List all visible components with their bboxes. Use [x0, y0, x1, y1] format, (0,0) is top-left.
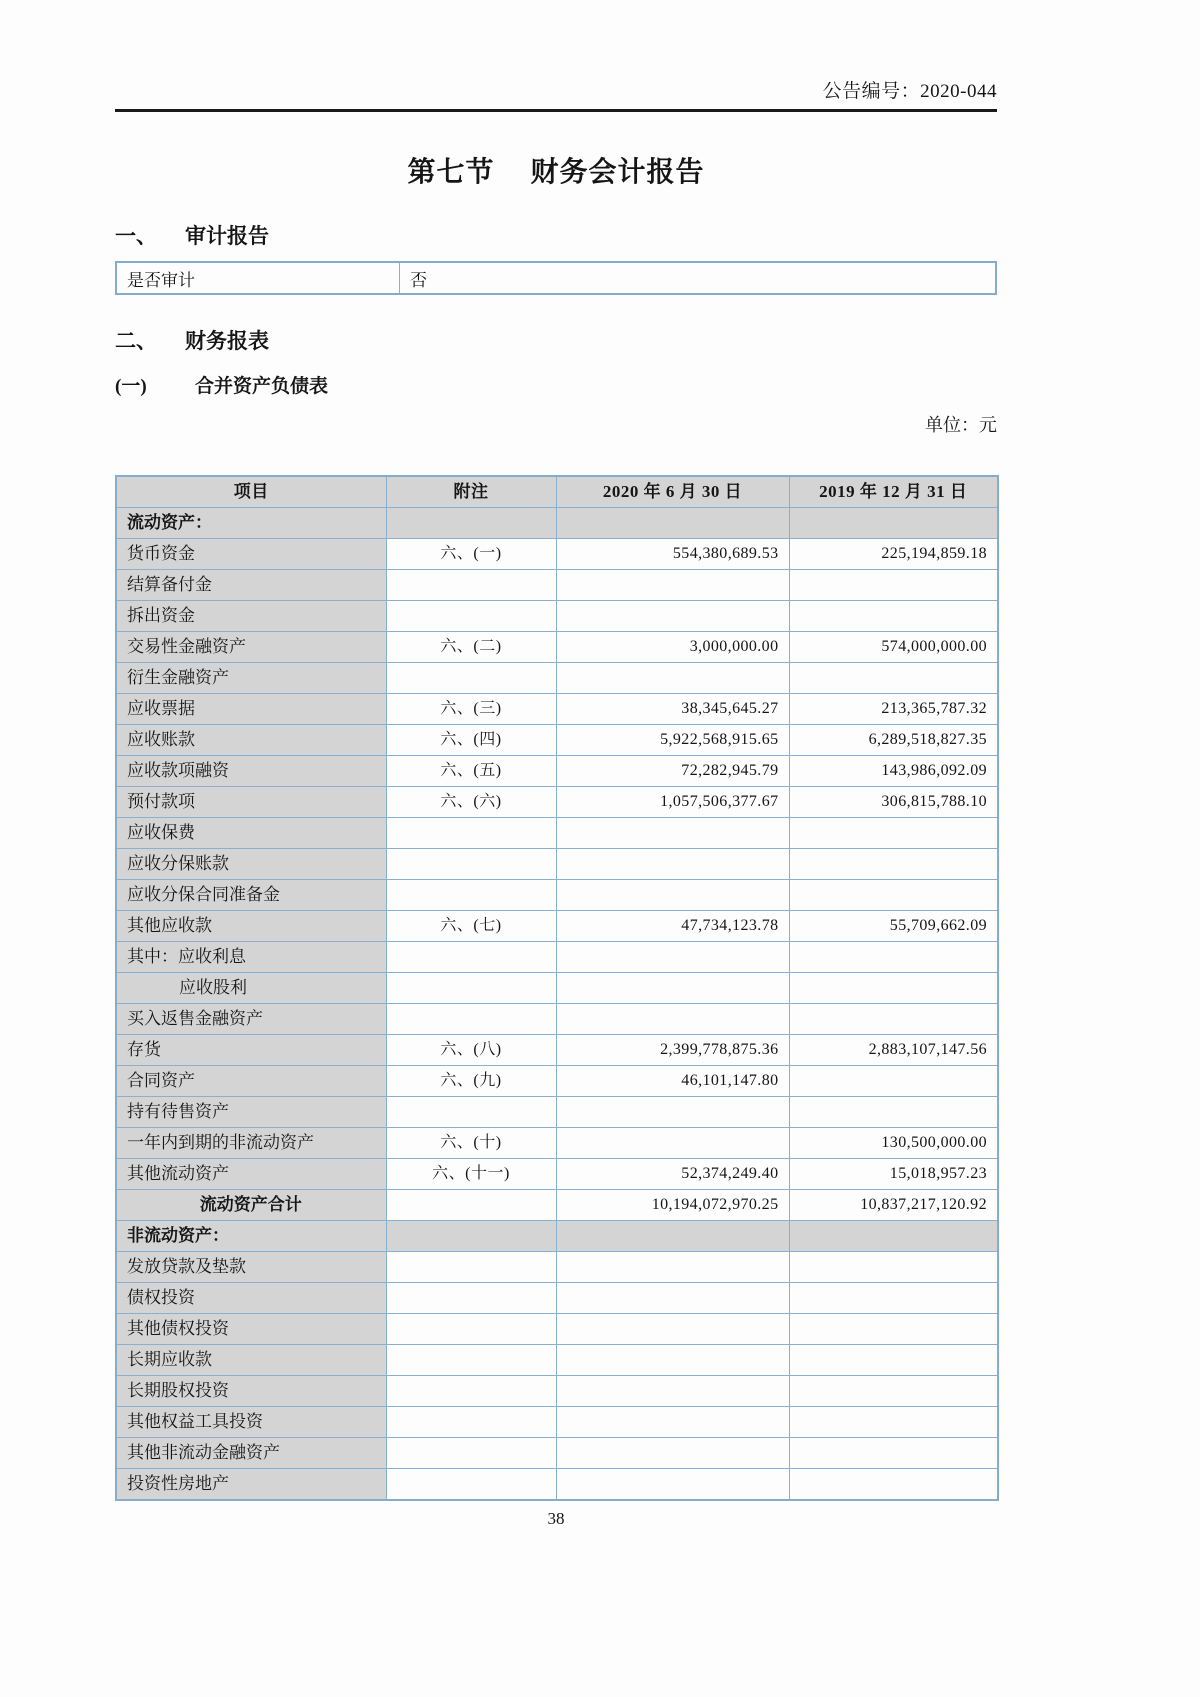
table-row: [116, 849, 998, 880]
note-cell: 六、(八): [386, 1035, 556, 1066]
table-row: [116, 570, 998, 601]
balance-sheet-body: [116, 508, 998, 1501]
page-title-text: 财务会计报告: [530, 157, 705, 188]
item-cell: 应收股利: [116, 973, 386, 1004]
note-cell: [386, 849, 556, 880]
value-2019-cell: [789, 1438, 998, 1469]
item-cell: 其他权益工具投资: [116, 1407, 386, 1438]
item-cell: 非流动资产：: [116, 1221, 386, 1252]
table-row: [116, 1438, 998, 1469]
value-2019-cell: 225,194,859.18: [789, 539, 998, 570]
column-header-2020: 2020 年 6 月 30 日: [556, 476, 789, 508]
item-cell: 其他应收款: [116, 911, 386, 942]
value-2019-cell: [789, 973, 998, 1004]
note-cell: 六、(十一): [386, 1159, 556, 1190]
value-2020-cell: [556, 973, 789, 1004]
table-row: [116, 787, 998, 818]
value-2020-cell: [556, 1252, 789, 1283]
section-heading-statements: [115, 329, 997, 354]
value-2020-cell: [556, 849, 789, 880]
table-row: [116, 1097, 998, 1128]
note-cell: [386, 1469, 556, 1501]
note-cell: [386, 663, 556, 694]
table-row: [116, 1345, 998, 1376]
value-2019-cell: 2,883,107,147.56: [789, 1035, 998, 1066]
item-cell: 货币资金: [116, 539, 386, 570]
table-row: [116, 1035, 998, 1066]
value-2020-cell: 10,194,072,970.25: [556, 1190, 789, 1221]
note-cell: 六、(三): [386, 694, 556, 725]
value-2019-cell: 130,500,000.00: [789, 1128, 998, 1159]
table-row: [116, 1221, 998, 1252]
value-2019-cell: [789, 601, 998, 632]
subsection-heading-balance-sheet: [115, 376, 997, 399]
note-cell: [386, 880, 556, 911]
note-cell: 六、(二): [386, 632, 556, 663]
value-2019-cell: [789, 1097, 998, 1128]
value-2019-cell: [789, 880, 998, 911]
value-2020-cell: [556, 880, 789, 911]
subsection-index: (一): [115, 376, 147, 398]
section-index: 一、: [115, 224, 157, 248]
value-2019-cell: 55,709,662.09: [789, 911, 998, 942]
value-2020-cell: 52,374,249.40: [556, 1159, 789, 1190]
note-cell: 六、(九): [386, 1066, 556, 1097]
item-cell: 长期股权投资: [116, 1376, 386, 1407]
value-2020-cell: 5,922,568,915.65: [556, 725, 789, 756]
value-2020-cell: [556, 1128, 789, 1159]
value-2020-cell: [556, 1221, 789, 1252]
item-cell: 一年内到期的非流动资产: [116, 1128, 386, 1159]
item-cell: 衍生金融资产: [116, 663, 386, 694]
value-2020-cell: [556, 1004, 789, 1035]
page-title-prefix: 第七节: [407, 157, 495, 188]
value-2020-cell: 47,734,123.78: [556, 911, 789, 942]
table-row: [116, 1128, 998, 1159]
value-2019-cell: [789, 508, 998, 539]
table-row: [116, 1190, 998, 1221]
subsection-title: 合并资产负债表: [195, 376, 329, 398]
column-header-item: 项目: [116, 476, 386, 508]
item-cell: 其他非流动金融资产: [116, 1438, 386, 1469]
note-cell: 六、(一): [386, 539, 556, 570]
value-2020-cell: [556, 570, 789, 601]
value-2020-cell: 72,282,945.79: [556, 756, 789, 787]
value-2019-cell: 143,986,092.09: [789, 756, 998, 787]
table-row: [116, 1283, 998, 1314]
value-2020-cell: [556, 1345, 789, 1376]
header-rule: [115, 109, 997, 112]
value-2020-cell: [556, 1097, 789, 1128]
note-cell: 六、(七): [386, 911, 556, 942]
note-cell: [386, 1345, 556, 1376]
value-2020-cell: 554,380,689.53: [556, 539, 789, 570]
table-row: [116, 508, 998, 539]
value-2019-cell: [789, 1376, 998, 1407]
table-row: [116, 1376, 998, 1407]
table-row: [116, 539, 998, 570]
table-row: [116, 1469, 998, 1501]
note-cell: [386, 1221, 556, 1252]
item-cell: 应收票据: [116, 694, 386, 725]
section-title: 审计报告: [185, 224, 269, 248]
note-cell: [386, 508, 556, 539]
value-2019-cell: [789, 1345, 998, 1376]
table-row: [116, 1252, 998, 1283]
value-2019-cell: [789, 1469, 998, 1501]
table-row: [116, 262, 996, 294]
note-cell: [386, 1190, 556, 1221]
item-cell: 持有待售资产: [116, 1097, 386, 1128]
value-2020-cell: [556, 1469, 789, 1501]
value-2019-cell: [789, 1221, 998, 1252]
note-cell: 六、(六): [386, 787, 556, 818]
value-2020-cell: [556, 1314, 789, 1345]
item-cell: 应收分保账款: [116, 849, 386, 880]
table-row: [116, 942, 998, 973]
item-cell: 买入返售金融资产: [116, 1004, 386, 1035]
note-cell: [386, 1097, 556, 1128]
value-2019-cell: [789, 1407, 998, 1438]
table-row: [116, 1159, 998, 1190]
table-row: [116, 1004, 998, 1035]
audit-table: [115, 261, 997, 295]
value-2019-cell: 15,018,957.23: [789, 1159, 998, 1190]
item-cell: 流动资产合计: [116, 1190, 386, 1221]
item-cell: 应收分保合同准备金: [116, 880, 386, 911]
value-2019-cell: [789, 849, 998, 880]
table-row: [116, 1314, 998, 1345]
note-cell: [386, 601, 556, 632]
item-cell: 其他债权投资: [116, 1314, 386, 1345]
value-2019-cell: [789, 1004, 998, 1035]
section-heading-audit: [115, 224, 997, 249]
announcement-number: 公告编号：2020-044: [822, 81, 997, 102]
item-cell: 拆出资金: [116, 601, 386, 632]
table-row: [116, 756, 998, 787]
value-2019-cell: [789, 942, 998, 973]
table-row: [116, 725, 998, 756]
value-2020-cell: [556, 508, 789, 539]
item-cell: 长期应收款: [116, 1345, 386, 1376]
section-title: 财务报表: [185, 329, 269, 354]
note-cell: 六、(五): [386, 756, 556, 787]
item-cell: 合同资产: [116, 1066, 386, 1097]
item-cell: 应收款项融资: [116, 756, 386, 787]
unit-label: 单位：元: [925, 415, 997, 436]
table-row: [116, 1407, 998, 1438]
value-2019-cell: [789, 570, 998, 601]
value-2020-cell: [556, 1376, 789, 1407]
note-cell: [386, 1004, 556, 1035]
value-2020-cell: [556, 1438, 789, 1469]
item-cell: 交易性金融资产: [116, 632, 386, 663]
note-cell: 六、(十): [386, 1128, 556, 1159]
item-cell: 应收账款: [116, 725, 386, 756]
value-2019-cell: [789, 1283, 998, 1314]
table-row: [116, 601, 998, 632]
note-cell: [386, 1407, 556, 1438]
value-2019-cell: [789, 818, 998, 849]
note-cell: [386, 1252, 556, 1283]
value-2020-cell: [556, 818, 789, 849]
value-2020-cell: [556, 601, 789, 632]
note-cell: [386, 942, 556, 973]
value-2020-cell: [556, 942, 789, 973]
item-cell: 其中：应收利息: [116, 942, 386, 973]
column-header-note: 附注: [386, 476, 556, 508]
table-row: [116, 694, 998, 725]
value-2019-cell: [789, 663, 998, 694]
value-2019-cell: 574,000,000.00: [789, 632, 998, 663]
note-cell: [386, 1314, 556, 1345]
table-row: [116, 973, 998, 1004]
note-cell: [386, 1283, 556, 1314]
page-title: [115, 150, 997, 190]
item-cell: 债权投资: [116, 1283, 386, 1314]
item-cell: 存货: [116, 1035, 386, 1066]
item-cell: 发放贷款及垫款: [116, 1252, 386, 1283]
value-2019-cell: [789, 1314, 998, 1345]
item-cell: 结算备付金: [116, 570, 386, 601]
value-2020-cell: 3,000,000.00: [556, 632, 789, 663]
page-content: [115, 0, 997, 1529]
item-cell: 投资性房地产: [116, 1469, 386, 1501]
note-cell: [386, 1376, 556, 1407]
table-header-row: [116, 476, 998, 508]
item-cell: 其他流动资产: [116, 1159, 386, 1190]
note-cell: 六、(四): [386, 725, 556, 756]
value-2019-cell: 306,815,788.10: [789, 787, 998, 818]
table-row: [116, 880, 998, 911]
value-2020-cell: 46,101,147.80: [556, 1066, 789, 1097]
column-header-2019: 2019 年 12 月 31 日: [789, 476, 998, 508]
value-2019-cell: [789, 1252, 998, 1283]
value-2019-cell: [789, 1066, 998, 1097]
note-cell: [386, 973, 556, 1004]
page-number: 38: [547, 1509, 565, 1529]
table-row: [116, 818, 998, 849]
value-2019-cell: 10,837,217,120.92: [789, 1190, 998, 1221]
note-cell: [386, 818, 556, 849]
audit-answer-cell: 否: [400, 262, 997, 294]
audit-question-cell: 是否审计: [116, 262, 400, 294]
item-cell: 预付款项: [116, 787, 386, 818]
section-index: 二、: [115, 329, 157, 354]
value-2019-cell: 213,365,787.32: [789, 694, 998, 725]
item-cell: 应收保费: [116, 818, 386, 849]
note-cell: [386, 570, 556, 601]
value-2020-cell: 1,057,506,377.67: [556, 787, 789, 818]
balance-sheet-table: [115, 475, 999, 1501]
table-row: [116, 911, 998, 942]
item-cell: 流动资产：: [116, 508, 386, 539]
value-2020-cell: [556, 1407, 789, 1438]
value-2020-cell: 38,345,645.27: [556, 694, 789, 725]
note-cell: [386, 1438, 556, 1469]
value-2020-cell: [556, 663, 789, 694]
table-row: [116, 632, 998, 663]
value-2020-cell: 2,399,778,875.36: [556, 1035, 789, 1066]
value-2019-cell: 6,289,518,827.35: [789, 725, 998, 756]
value-2020-cell: [556, 1283, 789, 1314]
table-row: [116, 663, 998, 694]
table-row: [116, 1066, 998, 1097]
